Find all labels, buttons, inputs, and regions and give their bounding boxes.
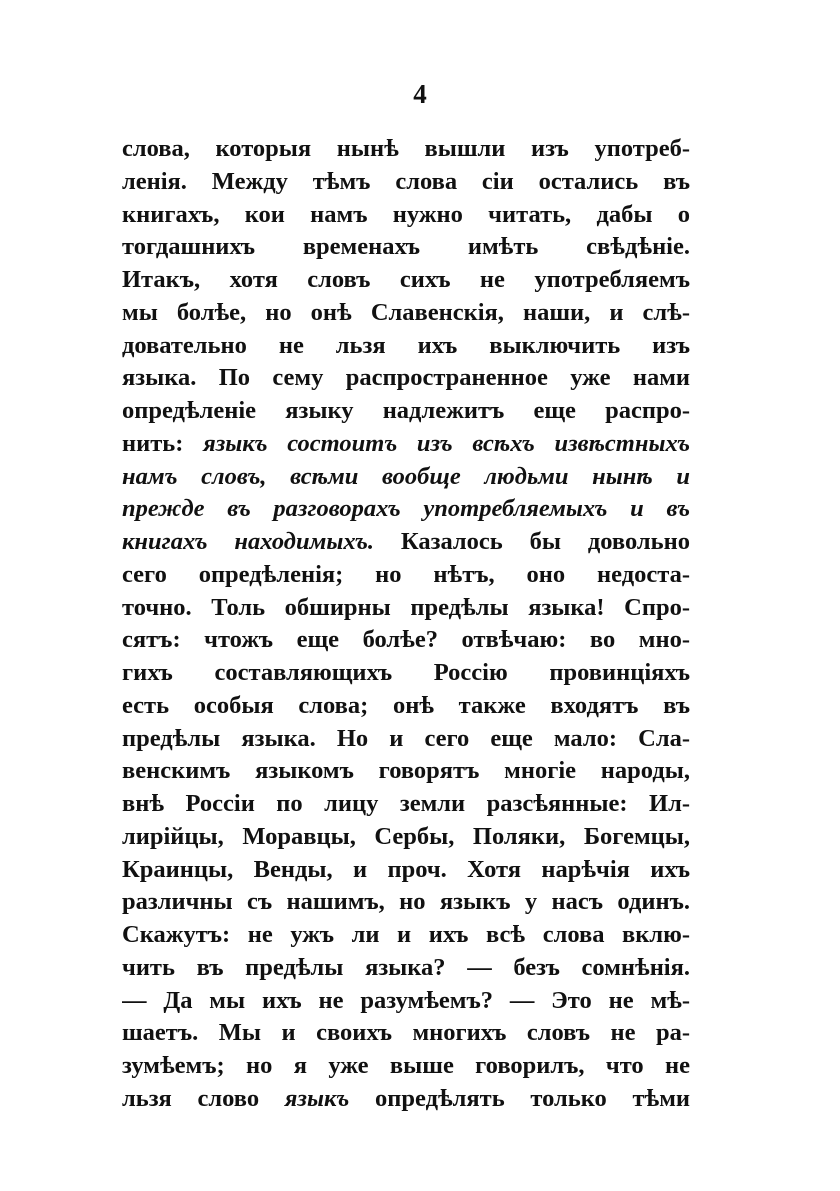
text-segment: Скажутъ: не ужъ ли и ихъ всѣ слова вклю- xyxy=(122,921,690,948)
text-segment: точно. Толь обширны предѣлы языка! Спро- xyxy=(122,593,690,621)
text-segment: есть особыя слова; онѣ также входятъ въ xyxy=(122,691,690,719)
text-segment: Итакъ, хотя словъ сихъ не употребляемъ xyxy=(122,266,690,293)
text-line xyxy=(122,886,690,919)
text-line xyxy=(122,297,690,330)
page-number: 4 xyxy=(413,79,427,109)
text-segment: — Да мы ихъ не разумѣемъ? — Это не мѣ- xyxy=(122,986,690,1014)
text-line xyxy=(122,1050,690,1083)
text-segment: книгахъ, кои намъ нужно читать, дабы о xyxy=(122,200,690,228)
text-line xyxy=(122,166,690,199)
text-line xyxy=(122,919,690,952)
text-line xyxy=(122,985,690,1018)
text-line xyxy=(122,788,690,821)
text-segment: языка. По сему распространенное уже нами xyxy=(122,364,690,392)
text-segment: тогдашнихъ временахъ имѣть свѣдѣніе. xyxy=(122,233,690,261)
text-segment: слова, которыя нынѣ вышли изъ употреб- xyxy=(122,135,690,162)
text-segment: Краинцы, Венды, и проч. Хотя нарѣчія ихъ xyxy=(122,855,690,883)
text-segment: нить: xyxy=(122,429,204,457)
text-segment: опредѣленіе языку надлежитъ еще распро- xyxy=(122,397,690,424)
text-segment: венскимъ языкомъ говорятъ многіе народы, xyxy=(122,757,690,785)
text-line xyxy=(122,362,690,395)
text-line xyxy=(122,1017,690,1050)
text-line xyxy=(122,624,690,657)
text-line xyxy=(122,199,690,232)
text-segment: лирійцы, Моравцы, Сербы, Поляки, Богемцы, xyxy=(122,822,690,850)
text-segment: шаетъ. Мы и своихъ многихъ словъ не ра- xyxy=(122,1019,690,1047)
text-segment: зумѣемъ; но я уже выше говорилъ, что не xyxy=(122,1052,690,1079)
text-line xyxy=(122,526,690,559)
text-segment: опредѣлять только тѣми xyxy=(349,1084,690,1112)
italic-text-segment: намъ словъ, всѣми вообще людьми нынѣ и xyxy=(122,462,690,490)
text-line xyxy=(122,559,690,592)
text-line xyxy=(122,461,690,494)
text-line xyxy=(122,264,690,297)
text-line xyxy=(122,723,690,756)
text-line xyxy=(122,1083,690,1116)
text-segment: ленія. Между тѣмъ слова сіи остались въ xyxy=(122,167,690,195)
text-body xyxy=(122,133,690,1116)
italic-text-segment: прежде въ разговорахъ употребляемыхъ и въ xyxy=(122,495,690,523)
text-segment: внѣ Россіи по лицу земли разсѣянные: Ил- xyxy=(122,790,690,817)
text-line xyxy=(122,592,690,625)
text-line xyxy=(122,755,690,788)
text-segment: чить въ предѣлы языка? — безъ сомнѣнія. xyxy=(122,953,690,981)
text-segment: сего опредѣленія; но нѣтъ, оно недоста- xyxy=(122,560,690,588)
text-line xyxy=(122,231,690,264)
text-line xyxy=(122,133,690,166)
text-line xyxy=(122,854,690,887)
text-line xyxy=(122,395,690,428)
italic-text-segment: языкъ состоитъ изъ всѣхъ извѣстныхъ xyxy=(203,429,690,457)
text-line xyxy=(122,330,690,363)
text-segment: различны съ нашимъ, но языкъ у насъ одинъ. xyxy=(122,888,690,916)
italic-text-segment: книгахъ находимыхъ. xyxy=(122,528,375,555)
text-segment: мы болѣе, но онѣ Славенскія, наши, и слѣ- xyxy=(122,298,690,326)
text-line xyxy=(122,493,690,526)
text-line xyxy=(122,952,690,985)
text-line xyxy=(122,428,690,461)
text-segment: довательно не льзя ихъ выключить изъ xyxy=(122,331,690,359)
italic-text-segment: языкъ xyxy=(284,1084,350,1112)
text-line xyxy=(122,690,690,723)
text-segment: льзя слово xyxy=(122,1084,285,1112)
text-segment: сятъ: чтожъ еще болѣе? отвѣчаю: во мно- xyxy=(122,626,690,654)
text-segment: Казалось бы довольно xyxy=(374,528,690,555)
text-line xyxy=(122,821,690,854)
text-line xyxy=(122,657,690,690)
text-segment: гихъ составляющихъ Россію провинціяхъ xyxy=(122,659,690,686)
text-segment: предѣлы языка. Но и сего еще мало: Сла- xyxy=(122,724,690,752)
